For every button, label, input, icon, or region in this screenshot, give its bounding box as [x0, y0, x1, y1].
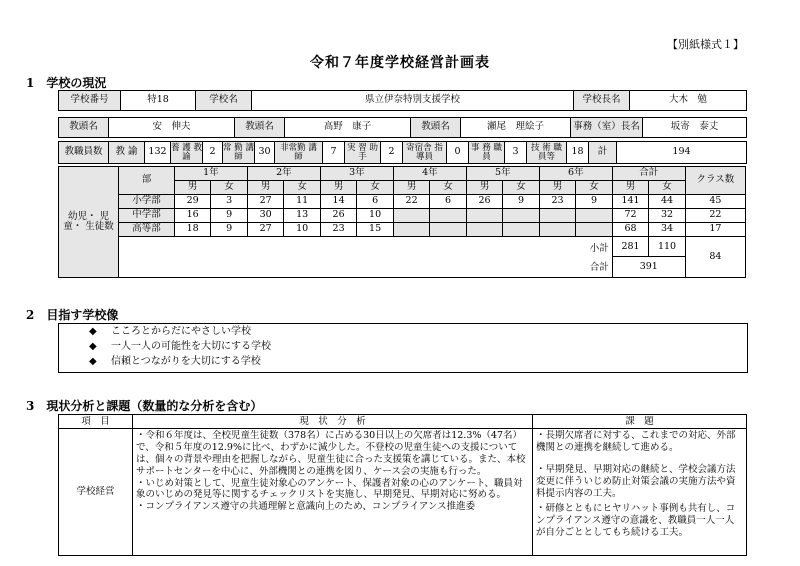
count-cell: [393, 223, 429, 237]
count-cell: 16: [174, 209, 210, 223]
table-row: [59, 195, 746, 209]
jimu-label: 事 務 職 員: [469, 142, 505, 164]
male-header: 男: [174, 181, 210, 195]
count-cell: 23: [539, 195, 575, 209]
principal-label: 学校長名: [574, 91, 630, 111]
female-header: 女: [649, 181, 686, 195]
count-cell: [503, 223, 540, 237]
subtotal-male: 281: [613, 237, 649, 256]
subtotal-area: [612, 237, 685, 278]
grade-4-header: 4年: [393, 167, 466, 181]
form-label: 【別紙様式１】: [667, 38, 744, 51]
teacher-count: 132: [145, 142, 171, 164]
vice-label-3: 教頭名: [411, 118, 461, 138]
school-name-label: 学校名: [196, 91, 252, 111]
subtotal-label-area: [119, 237, 613, 278]
count-cell: 6: [357, 195, 394, 209]
diamond-icon: ◆: [89, 356, 97, 367]
count-cell: 9: [576, 195, 613, 209]
analysis-paragraph: ・いじめ対策として、児童生徒対象心のアンケート、保護者対象の心のアンケート、職員対象のいじめの発見等に関するチェックリストを実施し、早期発見、早期対応に努める。: [136, 477, 523, 501]
analysis-cell: [133, 429, 533, 556]
count-cell: [503, 209, 540, 223]
classes-header: クラス数: [685, 167, 745, 195]
jokin-count: 30: [255, 142, 275, 164]
male-header: 男: [466, 181, 502, 195]
hijokin-count: 7: [323, 142, 345, 164]
staff-table: [58, 141, 747, 164]
school-number-label: 学校番号: [59, 91, 121, 111]
count-cell: 10: [357, 209, 394, 223]
section-1-heading: 1 学校の現況: [26, 76, 107, 90]
issue-paragraph: ・早期発見、早期対応の継続と、学校会議方法変更に伴ういじめ防止対策会議の実施方法や資料提示内容の工夫。: [536, 463, 736, 499]
count-cell: 9: [211, 223, 248, 237]
grade-1-header: 1年: [174, 167, 247, 181]
count-cell: [576, 223, 613, 237]
count-cell: 29: [174, 195, 210, 209]
vice-name-2: 高野 康子: [285, 118, 411, 138]
count-cell: 15: [357, 223, 394, 237]
list-item: [89, 354, 747, 369]
count-cell: [539, 209, 575, 223]
vision-text: こころとからだにやさしい学校: [111, 326, 251, 337]
class-count-cell: 17: [685, 223, 745, 237]
count-cell: 10: [284, 223, 321, 237]
analysis-table: [58, 414, 747, 556]
vice-name-3: 瀬尾 理絵子: [461, 118, 571, 138]
col-analysis-header: 現 状 分 析: [133, 415, 533, 429]
vision-box: [58, 323, 748, 373]
yogo-count: 2: [203, 142, 223, 164]
gijutsu-count: 18: [567, 142, 589, 164]
class-count-cell: 45: [685, 195, 745, 209]
analysis-paragraph: ・令和６年度は、全校児童生徒数（378名）に占める30日以上の欠席者は12.3%（47名）で、令和５年度の12.9%に比べ、わずかに減少した。不登校の児童生徒への支援については、個々の背景や理由を把握しながら、児童生徒に合った支援策を講じている。また、本校サポートセンターを中心に、外部機関との連携を図り、ケース会の実施も行った。: [136, 430, 526, 477]
count-cell: 11: [284, 195, 321, 209]
count-cell: 26: [466, 195, 502, 209]
analysis-paragraph: ・コンプライアンス遵守の共通理解と意識向上のため、コンプライアンス推進委: [136, 501, 476, 513]
grade-2-header: 2年: [247, 167, 320, 181]
count-cell: 6: [430, 195, 467, 209]
count-cell: 23: [320, 223, 356, 237]
page-title: 令和７年度学校経営計画表: [310, 55, 490, 71]
staff-total-label: 計: [589, 142, 617, 164]
gijutsu-label: 技 術 職員等: [527, 142, 567, 164]
bu-name: 小学部: [119, 195, 175, 209]
female-header: 女: [357, 181, 394, 195]
staff-label: 教職員数: [59, 142, 109, 164]
list-item: [89, 339, 747, 354]
student-count-table: [58, 166, 746, 278]
count-cell: 27: [247, 223, 283, 237]
count-cell: 13: [284, 209, 321, 223]
grand-total: 391: [639, 261, 658, 272]
list-item: [89, 324, 747, 339]
kishuku-label: 寄宿舎 指導員: [403, 142, 447, 164]
jisshu-count: 2: [381, 142, 403, 164]
classes-total: 84: [685, 237, 745, 278]
count-cell: [466, 223, 502, 237]
grade-3-header: 3年: [320, 167, 393, 181]
count-cell: [430, 209, 467, 223]
bu-name: 中学部: [119, 209, 175, 223]
vice-name-1: 安 伸夫: [109, 118, 235, 138]
count-cell: [466, 209, 502, 223]
diamond-icon: ◆: [89, 341, 97, 352]
female-header: 女: [211, 181, 248, 195]
count-cell: [393, 209, 429, 223]
office-head-label: 事務（室）長名: [571, 118, 643, 138]
item-cell: 学校経営: [59, 429, 133, 556]
vice-principal-table: [58, 117, 747, 138]
bu-name: 高等部: [119, 223, 175, 237]
yogo-label: 養 護 教 諭: [171, 142, 202, 162]
female-header: 女: [284, 181, 321, 195]
male-header: 男: [539, 181, 575, 195]
count-cell: 9: [211, 209, 248, 223]
col-item-header: 項 目: [59, 415, 133, 429]
female-header: 女: [576, 181, 613, 195]
count-cell: 18: [174, 223, 210, 237]
grade-6-header: 6年: [539, 167, 612, 181]
issue-cell: [533, 429, 747, 556]
grade-5-header: 5年: [466, 167, 539, 181]
female-header: 女: [430, 181, 467, 195]
col-issue-header: 課 題: [533, 415, 747, 429]
total-male-cell: 68: [612, 223, 648, 237]
total-female-cell: 32: [649, 209, 686, 223]
count-cell: 27: [247, 195, 283, 209]
bu-label: 部: [119, 167, 175, 195]
jokin-label: 常 勤 講 師: [223, 142, 254, 162]
vice-label-1: 教頭名: [59, 118, 109, 138]
staff-total: 194: [617, 142, 747, 164]
count-cell: 30: [247, 209, 283, 223]
grand-total-label: 合計: [589, 262, 609, 273]
total-female-cell: 34: [649, 223, 686, 237]
male-header: 男: [320, 181, 356, 195]
kishuku-count: 0: [447, 142, 469, 164]
issue-paragraph: ・長期欠席者に対する、これまでの対応、外部機関との連携を継続して進める。: [536, 430, 736, 453]
subtotal-label: 小計: [589, 243, 609, 254]
count-cell: [539, 223, 575, 237]
school-number: 特18: [121, 91, 196, 111]
total-male-cell: 72: [612, 209, 648, 223]
jimu-count: 3: [505, 142, 527, 164]
diamond-icon: ◆: [89, 326, 97, 337]
count-cell: 9: [503, 195, 540, 209]
vision-text: 信頼とつながりを大切にする学校: [111, 356, 261, 367]
male-header: 男: [247, 181, 283, 195]
total-header: 合計: [612, 167, 685, 181]
section-2-heading: 2 目指す学校像: [26, 308, 119, 322]
vision-text: 一人一人の可能性を大切にする学校: [111, 341, 271, 352]
count-cell: 3: [211, 195, 248, 209]
count-cell: [430, 223, 467, 237]
office-head-name: 坂寄 泰丈: [643, 118, 747, 138]
school-name: 県立伊奈特別支援学校: [252, 91, 574, 111]
school-info-table: [58, 90, 747, 111]
count-cell: 22: [393, 195, 429, 209]
male-header: 男: [393, 181, 429, 195]
male-header: 男: [612, 181, 648, 195]
issue-paragraph: ・研修とともにヒヤリハット事例も共有し、コンプライアンス遵守の意識を、教職員一人一人が自分ごととしてもち続ける工夫。: [536, 503, 736, 539]
count-cell: [576, 209, 613, 223]
subtotal-female: 110: [657, 241, 677, 252]
teacher-label: 教 諭: [109, 142, 145, 164]
student-group-label: 幼児・ 児童・ 生徒数: [59, 167, 119, 278]
table-row: [59, 209, 746, 223]
table-row: [59, 223, 746, 237]
total-female-cell: 44: [649, 195, 686, 209]
jisshu-label: 実 習 助 手: [345, 142, 381, 164]
hijokin-label: 非常勤 講 師: [275, 142, 323, 164]
count-cell: 26: [320, 209, 356, 223]
class-count-cell: 22: [685, 209, 745, 223]
vice-label-2: 教頭名: [235, 118, 285, 138]
count-cell: 14: [320, 195, 356, 209]
section-3-heading: 3 現状分析と課題（数量的な分析を含む）: [26, 399, 263, 413]
principal-name: 大木 勉: [630, 91, 747, 111]
female-header: 女: [503, 181, 540, 195]
total-male-cell: 141: [612, 195, 648, 209]
